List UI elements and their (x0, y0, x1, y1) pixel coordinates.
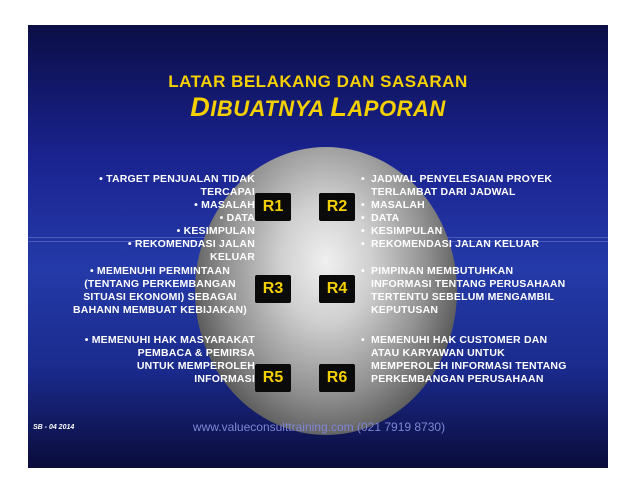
r6-text-line (361, 334, 601, 347)
r6-text-line (361, 373, 601, 386)
r6-text-block (361, 334, 601, 386)
r4-text: TERTENTU SEBELUM MENGAMBIL (371, 291, 555, 303)
r3-text-block (65, 265, 255, 317)
r3-box: R3 (255, 275, 291, 303)
r2-text: TERLAMBAT DARI JADWAL (371, 186, 516, 198)
r1-text-line: TERCAPAI (200, 186, 255, 198)
r4-text-line (361, 304, 601, 317)
r2-text: JADWAL PENYELESAIAN PROYEK (371, 173, 553, 185)
title-cap-l: L (330, 92, 348, 122)
r6-text: ATAU KARYAWAN UNTUK (371, 347, 505, 359)
r2-box: R2 (319, 193, 355, 221)
r1-text-line: KELUAR (210, 251, 255, 263)
r6-text-line (361, 347, 601, 360)
r4-text-line (361, 278, 601, 291)
bullet: • (361, 225, 365, 237)
r6-box: R6 (319, 364, 355, 392)
r2-text-line (361, 199, 601, 212)
r1-text-line: • TARGET PENJUALAN TIDAK (99, 173, 255, 185)
r2-text-line (361, 238, 601, 251)
title-word-1: IBUATNYA (210, 96, 331, 121)
r5-text-line: UNTUK MEMPEROLEH (136, 360, 255, 372)
r2-text: DATA (371, 212, 400, 224)
r2-text: MASALAH (371, 199, 425, 211)
r6-text: MEMENUHI HAK CUSTOMER DAN (371, 334, 548, 346)
r4-text: KEPUTUSAN (371, 304, 439, 316)
title-word-2: APORAN (347, 96, 446, 121)
r5-text-block (61, 334, 255, 386)
footer-code: SB - 04 2014 (33, 424, 75, 431)
r5-text-line: INFORMASI (194, 373, 255, 385)
bullet: • (361, 238, 365, 250)
r5-text-line: PEMBACA & PEMIRSA (137, 347, 255, 359)
title-cap-d: D (190, 92, 211, 122)
r2-text-block (361, 173, 601, 251)
r5-text-line: • MEMENUHI HAK MASYARAKAT (84, 334, 255, 346)
footer-url: www.valueconsulttraining.com (021 7919 8730) (192, 420, 446, 434)
bullet: • (361, 199, 365, 211)
bullet: • (361, 212, 365, 224)
r1-text-block (63, 173, 255, 264)
r1-text-line: • REKOMENDASI JALAN (127, 238, 255, 250)
r5-box: R5 (255, 364, 291, 392)
r1-text-line: • MASALAH (194, 199, 255, 211)
r1-text-line: • KESIMPULAN (176, 225, 255, 237)
r1-text-line: • DATA (219, 212, 255, 224)
r3-text-line: • MEMENUHI PERMINTAAN (89, 265, 231, 277)
r4-text: PIMPINAN MEMBUTUHKAN (371, 265, 514, 277)
r4-text-block (361, 265, 601, 317)
r3-text-line: BAHANN MEMBUAT KEBIJAKAN) (73, 304, 247, 316)
r6-text: MEMPEROLEH INFORMASI TENTANG (371, 360, 567, 372)
r4-text: INFORMASI TENTANG PERUSAHAAN (371, 278, 566, 290)
r6-text-line (361, 360, 601, 373)
r4-text-line (361, 265, 601, 278)
r2-text-line (361, 186, 601, 199)
bullet: • (361, 265, 365, 277)
r2-text-line (361, 212, 601, 225)
r2-text: KESIMPULAN (371, 225, 443, 237)
slide (28, 25, 608, 468)
title-line-1: LATAR BELAKANG DAN SASARAN (168, 72, 468, 91)
r3-text-line: SITUASI EKONOMI) SEBAGAI (83, 291, 237, 303)
r2-text: REKOMENDASI JALAN KELUAR (371, 238, 540, 250)
r2-text-line (361, 225, 601, 238)
bullet: • (361, 334, 365, 346)
r1-box: R1 (255, 193, 291, 221)
title-line-2 (28, 92, 608, 123)
r6-text: PERKEMBANGAN PERUSAHAAN (371, 373, 544, 385)
r3-text-line: (TENTANG PERKEMBANGAN (84, 278, 236, 290)
r2-text-line (361, 173, 601, 186)
r4-text-line (361, 291, 601, 304)
bullet: • (361, 173, 365, 185)
r4-box: R4 (319, 275, 355, 303)
